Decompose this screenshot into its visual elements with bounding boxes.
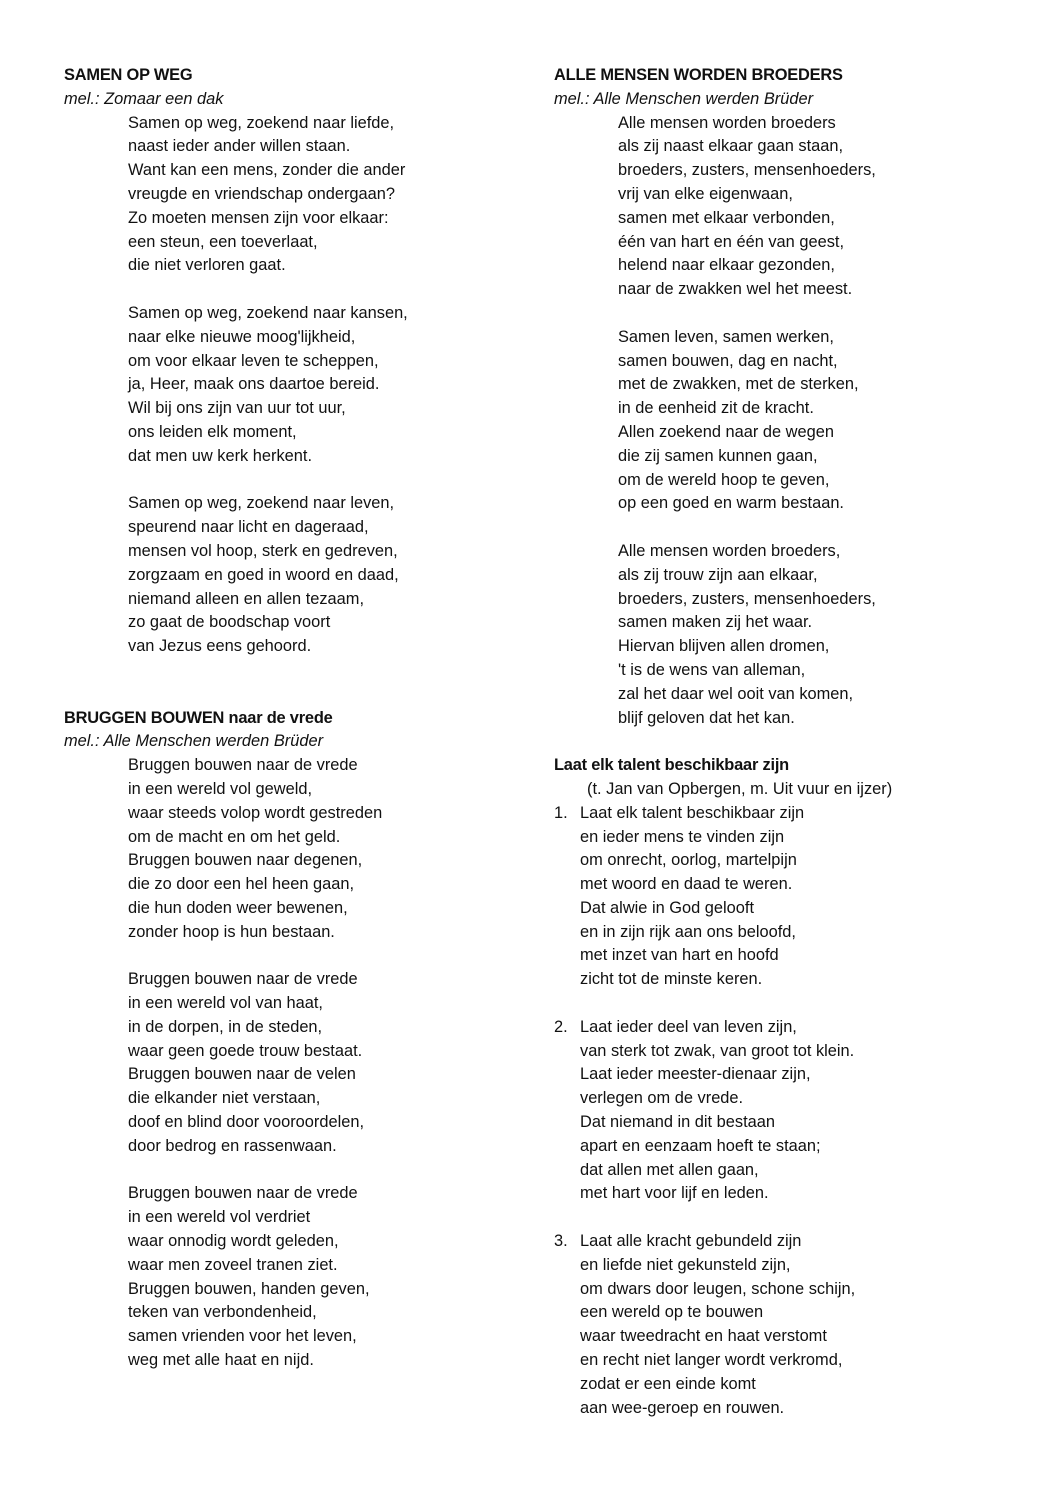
song-title: ALLE MENSEN WORDEN BROEDERS	[554, 66, 843, 84]
song-title: SAMEN OP WEG	[64, 66, 193, 84]
verse-line: die zij samen kunnen gaan,	[618, 446, 818, 465]
verse-line: speurend naar licht en dageraad,	[128, 518, 369, 537]
verse-line: om de wereld hoop te geven,	[618, 470, 830, 489]
verse-line: weg met alle haat en nijd.	[128, 1351, 314, 1370]
verse-line: om dwars door leugen, schone schijn,	[580, 1279, 856, 1298]
verse-line: één van hart en één van geest,	[618, 232, 844, 251]
verse	[554, 540, 1014, 730]
verse-line: Samen leven, samen werken,	[618, 327, 834, 346]
verse	[64, 754, 504, 944]
song-laat-elk-talent	[554, 754, 1014, 1420]
verse-line: waar tweedracht en haat verstomt	[580, 1327, 827, 1346]
verse-line: ja, Heer, maak ons daartoe bereid.	[128, 375, 380, 394]
verse-line: dat men uw kerk herkent.	[128, 446, 313, 465]
verse-line: Dat alwie in God gelooft	[580, 898, 755, 917]
verse-line: waar onnodig wordt geleden,	[128, 1232, 339, 1251]
verse-line: met inzet van hart en hoofd	[580, 946, 779, 965]
song-melody: mel.: Alle Menschen werden Brüder	[554, 89, 814, 108]
verse-line: van sterk tot zwak, van groot tot klein.	[580, 1041, 855, 1060]
verse-number: 1.	[554, 803, 568, 822]
verse-line: waar geen goede trouw bestaat.	[128, 1041, 363, 1060]
verse-line: ons leiden elk moment,	[128, 422, 297, 441]
verse-line: naar de zwakken wel het meest.	[618, 280, 853, 299]
verse-line: zicht tot de minste keren.	[580, 970, 763, 989]
verse-line: niemand alleen en allen tezaam,	[128, 589, 364, 608]
verse-line: Bruggen bouwen naar de vrede	[128, 756, 358, 775]
verse-line: dat allen met allen gaan,	[580, 1160, 759, 1179]
verse-line: Dat niemand in dit bestaan	[580, 1113, 775, 1132]
verse-line: apart en eenzaam hoeft te staan;	[580, 1136, 821, 1155]
verse-line: blijf geloven dat het kan.	[618, 708, 795, 727]
verse-line: Laat ieder deel van leven zijn,	[580, 1017, 797, 1036]
song-credit: (t. Jan van Opbergen, m. Uit vuur en ijzer)	[587, 779, 893, 798]
verse-line: naast ieder ander willen staan.	[128, 137, 351, 156]
left-column	[64, 64, 504, 1373]
verse-line: door bedrog en rassenwaan.	[128, 1136, 337, 1155]
verse-line: doof en blind door vooroordelen,	[128, 1113, 365, 1132]
verse-line: die hun doden weer bewenen,	[128, 898, 348, 917]
numbered-verse	[554, 1016, 1014, 1206]
song-title: BRUGGEN BOUWEN naar de vrede	[64, 708, 333, 727]
verse-line: verlegen om de vrede.	[580, 1089, 744, 1108]
verse-line: om onrecht, oorlog, martelpijn	[580, 851, 797, 870]
verse-line: die elkander niet verstaan,	[128, 1089, 321, 1108]
verse-line: in de dorpen, in de steden,	[128, 1017, 323, 1036]
verse-line: Wil bij ons zijn van uur tot uur,	[128, 399, 346, 418]
song-title: Laat elk talent beschikbaar zijn	[554, 756, 789, 775]
verse-line: een steun, een toeverlaat,	[128, 232, 318, 251]
right-column	[554, 64, 1014, 1420]
verse-line: zodat er een einde komt	[580, 1374, 756, 1393]
verse-line: Samen op weg, zoekend naar kansen,	[128, 303, 408, 322]
verse-line: samen vrienden voor het leven,	[128, 1327, 357, 1346]
verse-line: Bruggen bouwen, handen geven,	[128, 1279, 370, 1298]
verse-line: zonder hoop is hun bestaan.	[128, 922, 335, 941]
verse-line: die zo door een hel heen gaan,	[128, 875, 355, 894]
verse-line: zorgzaam en goed in woord en daad,	[128, 565, 399, 584]
verse-line: met de zwakken, met de sterken,	[618, 375, 859, 394]
verse-line: in een wereld vol van haat,	[128, 994, 323, 1013]
song-samen-op-weg	[64, 64, 504, 659]
verse-line: en recht niet langer wordt verkromd,	[580, 1351, 843, 1370]
verse-line: Bruggen bouwen naar de vrede	[128, 970, 358, 989]
verse-line: die niet verloren gaat.	[128, 256, 286, 275]
verse-line: aan wee-geroep en rouwen.	[580, 1398, 785, 1417]
verse-line: helend naar elkaar gezonden,	[618, 256, 835, 275]
song-bruggen-bouwen	[64, 707, 504, 1373]
verse-line: in een wereld vol verdriet	[128, 1208, 311, 1227]
verse	[64, 1182, 504, 1372]
verse	[554, 112, 1014, 302]
verse-line: als zij naast elkaar gaan staan,	[618, 137, 844, 156]
verse-line: zal het daar wel ooit van komen,	[618, 684, 854, 703]
verse-number: 3.	[554, 1232, 568, 1251]
verse-line: waar steeds volop wordt gestreden	[128, 803, 383, 822]
verse-line: teken van verbondenheid,	[128, 1303, 317, 1322]
verse-line: om de macht en om het geld.	[128, 827, 341, 846]
verse-line: naar elke nieuwe moog'lijkheid,	[128, 327, 356, 346]
verse-line: een wereld op te bouwen	[580, 1303, 764, 1322]
verse	[64, 492, 504, 659]
verse-line: in een wereld vol geweld,	[128, 779, 313, 798]
verse-line: samen bouwen, dag en nacht,	[618, 351, 838, 370]
verse-line: mensen vol hoop, sterk en gedreven,	[128, 541, 398, 560]
verse-line: Bruggen bouwen naar de vrede	[128, 1184, 358, 1203]
verse-line: in de eenheid zit de kracht.	[618, 399, 814, 418]
verse	[554, 326, 1014, 516]
verse-line: van Jezus eens gehoord.	[128, 637, 312, 656]
song-melody: mel.: Alle Menschen werden Brüder	[64, 732, 324, 751]
verse-line: op een goed en warm bestaan.	[618, 494, 844, 513]
numbered-verse	[554, 1230, 1014, 1420]
verse-line: en liefde niet gekunsteld zijn,	[580, 1255, 791, 1274]
verse-line: broeders, zusters, mensenhoeders,	[618, 161, 876, 180]
verse-line: Hiervan blijven allen dromen,	[618, 637, 830, 656]
verse-line: Samen op weg, zoekend naar liefde,	[128, 113, 395, 132]
verse-line: met woord en daad te weren.	[580, 875, 793, 894]
verse-line: Alle mensen worden broeders,	[618, 541, 841, 560]
verse-line: en in zijn rijk aan ons beloofd,	[580, 922, 796, 941]
verse-line: Bruggen bouwen naar degenen,	[128, 851, 363, 870]
verse-line: samen maken zij het waar.	[618, 613, 813, 632]
verse-line: Zo moeten mensen zijn voor elkaar:	[128, 208, 389, 227]
verse-line: Bruggen bouwen naar de velen	[128, 1065, 356, 1084]
verse-line: Laat alle kracht gebundeld zijn	[580, 1232, 802, 1251]
verse-line: en ieder mens te vinden zijn	[580, 827, 785, 846]
verse-line: om voor elkaar leven te scheppen,	[128, 351, 379, 370]
verse-line: als zij trouw zijn aan elkaar,	[618, 565, 818, 584]
verse-line: Alle mensen worden broeders	[618, 113, 836, 132]
verse-line: vrij van elke eigenwaan,	[618, 184, 793, 203]
verse-line: zo gaat de boodschap voort	[128, 613, 331, 632]
verse-line: waar men zoveel tranen ziet.	[128, 1255, 338, 1274]
verse-line: Laat ieder meester-dienaar zijn,	[580, 1065, 811, 1084]
song-melody: mel.: Zomaar een dak	[64, 89, 224, 108]
verse-line: 't is de wens van alleman,	[618, 660, 806, 679]
numbered-verse	[554, 802, 1014, 992]
verse-line: Laat elk talent beschikbaar zijn	[580, 803, 805, 822]
verse-line: Samen op weg, zoekend naar leven,	[128, 494, 395, 513]
verse-line: samen met elkaar verbonden,	[618, 208, 835, 227]
verse	[64, 968, 504, 1158]
song-alle-mensen	[554, 64, 1014, 730]
verse-line: met hart voor lijf en leden.	[580, 1184, 769, 1203]
verse-number: 2.	[554, 1017, 568, 1036]
verse	[64, 112, 504, 279]
verse-line: Allen zoekend naar de wegen	[618, 422, 834, 441]
verse-line: broeders, zusters, mensenhoeders,	[618, 589, 876, 608]
verse	[64, 302, 504, 469]
verse-line: vreugde en vriendschap ondergaan?	[128, 184, 396, 203]
verse-line: Want kan een mens, zonder die ander	[128, 161, 406, 180]
